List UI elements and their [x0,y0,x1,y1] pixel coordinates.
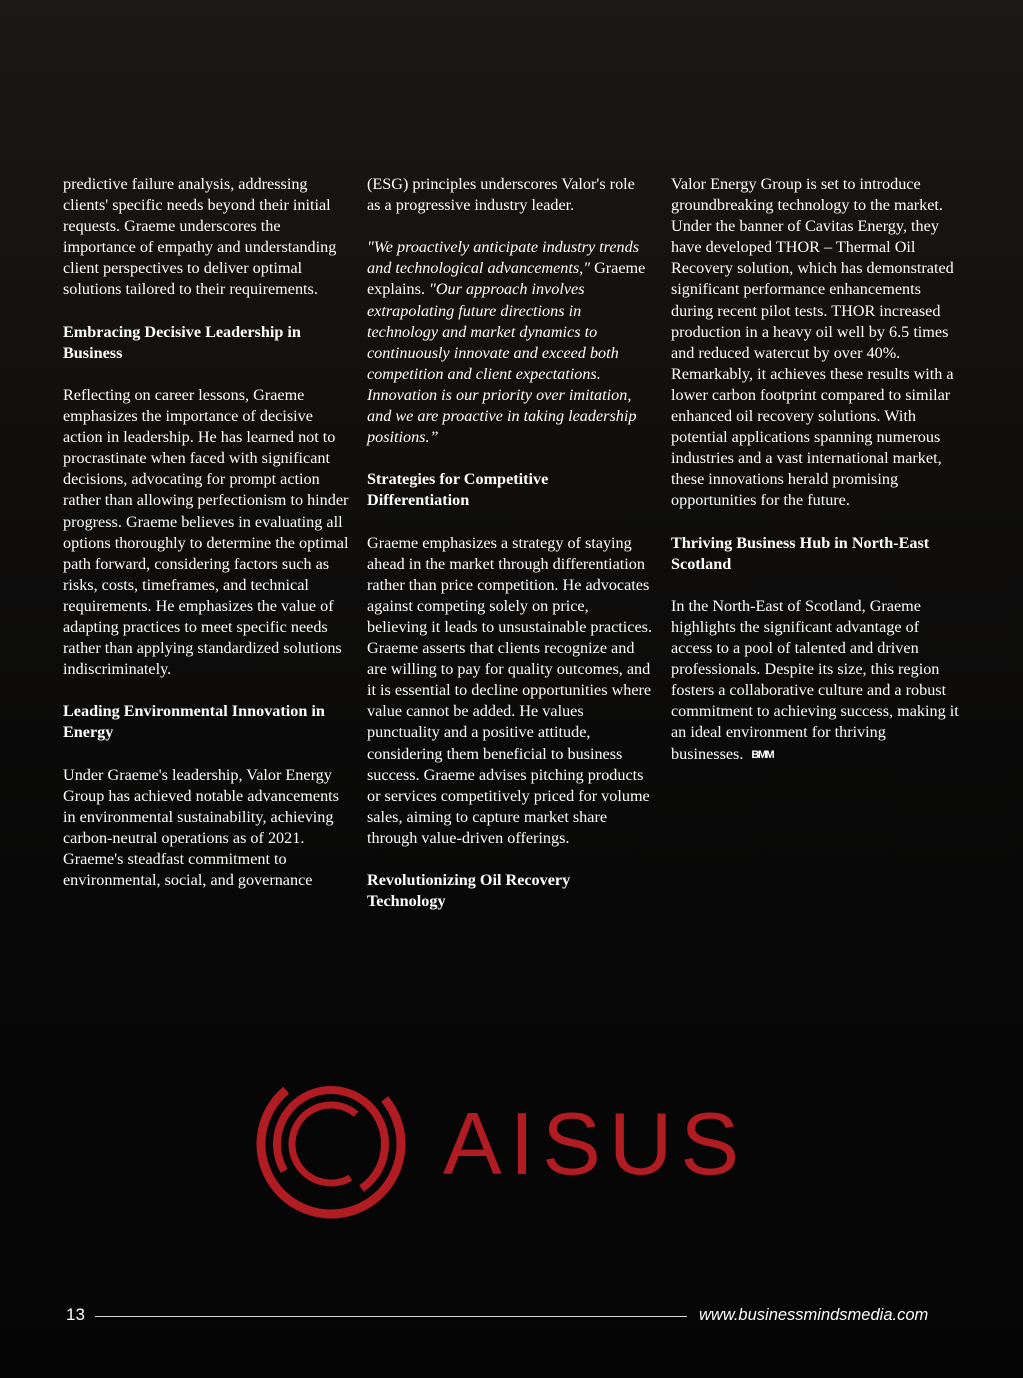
footer-divider [95,1316,687,1317]
paragraph [671,596,959,766]
article-column-1 [63,174,349,912]
page-number: 13 [66,1305,85,1324]
aisus-logo-text: AISUS [443,1094,748,1193]
quote-paragraph [367,237,652,448]
paragraph: Under Graeme's leadership, Valor Energy Group has achieved notable advancements in environmental sustainability, achieving carbon-neutral operations as of 2021. Graeme's steadfast commitment to environmental, social, and governance [63,765,339,890]
page-footer [0,1300,1023,1330]
quote: "Our approach involves extrapolating future directions in technology and market dynamics to continuously innovate and exceed both competition and client expectations. Innovation is our priority over imitation, and we are proactive in taking leadership positions.” [367,280,637,447]
section-heading: Leading Environmental Innovation in Energy [63,702,325,742]
paragraph: Reflecting on career lessons, Graeme emphasizes the importance of decisive action in leadership. He has learned not to procrastinate when faced with significant decisions, advocating for prompt action rather than allowing perfectionism to hinder progress. Graeme believes in evaluating all options thoroughly to determine the optimal path forward, considering factors such as risks, costs, timeframes, and technical requirements. He emphasizes the value of adapting practices to meet specific needs rather than applying standardized solutions indiscriminately. [63,385,349,679]
paragraph-text: In the North-East of Scotland, Graeme highlights the significant advantage of access to a pool of talented and driven professionals. Despite its size, this region fosters a collaborative culture and a robust commitment to achieving success, making it an ideal environment for thriving businesses. [671,596,959,763]
aisus-logo-mark-icon [253,1066,430,1221]
paragraph: (ESG) principles underscores Valor's role as a progressive industry leader. [367,175,635,215]
article-column-2 [367,174,652,933]
paragraph: Valor Energy Group is set to introduce groundbreaking technology to the market. Under the banner of Cavitas Energy, they have developed THOR – Thermal Oil Recovery solution, which has demonstrated significant performance enhancements during recent pilot tests. THOR increased production in a heavy oil well by 6.5 times and reduced watercut by over 40%. Remarkably, it achieves these results with a lower carbon footprint compared to similar enhanced oil recovery solutions. With potential applications spanning numerous industries and a vast international market, these innovations herald promising opportunities for the future. [671,175,954,510]
end-mark-icon: BMM [751,748,774,761]
aisus-logo [253,1066,773,1221]
paragraph: predictive failure analysis, addressing clients' specific needs beyond their initial requests. Graeme underscores the importance of empathy and understanding client perspectives to deliver optimal solutions tailored to their requirements. [63,175,337,299]
website-url: www.businessmindsmedia.com [699,1306,929,1324]
quote: "We proactively anticipate industry trends and technological advancements," [367,238,640,278]
section-heading: Revolutionizing Oil Recovery Technology [367,871,571,911]
article-column-3 [671,174,959,787]
section-heading: Thriving Business Hub in North-East Scotland [671,533,930,573]
section-heading: Strategies for Competitive Differentiation [367,470,549,510]
quote-attribution: Graeme explains. [367,259,646,299]
paragraph: Graeme emphasizes a strategy of staying ahead in the market through differentiation rather than price competition. He advocates against competing solely on price, believing it leads to unsustainable practices. Graeme asserts that clients recognize and are willing to pay for quality outcomes, and it is essential to decline opportunities where value cannot be added. He values punctuality and a positive attitude, considering them beneficial to business success. Graeme advises pitching products or services competitively priced for volume sales, aiming to capture market share through value-driven offerings. [367,533,652,847]
section-heading: Embracing Decisive Leadership in Business [63,322,301,362]
